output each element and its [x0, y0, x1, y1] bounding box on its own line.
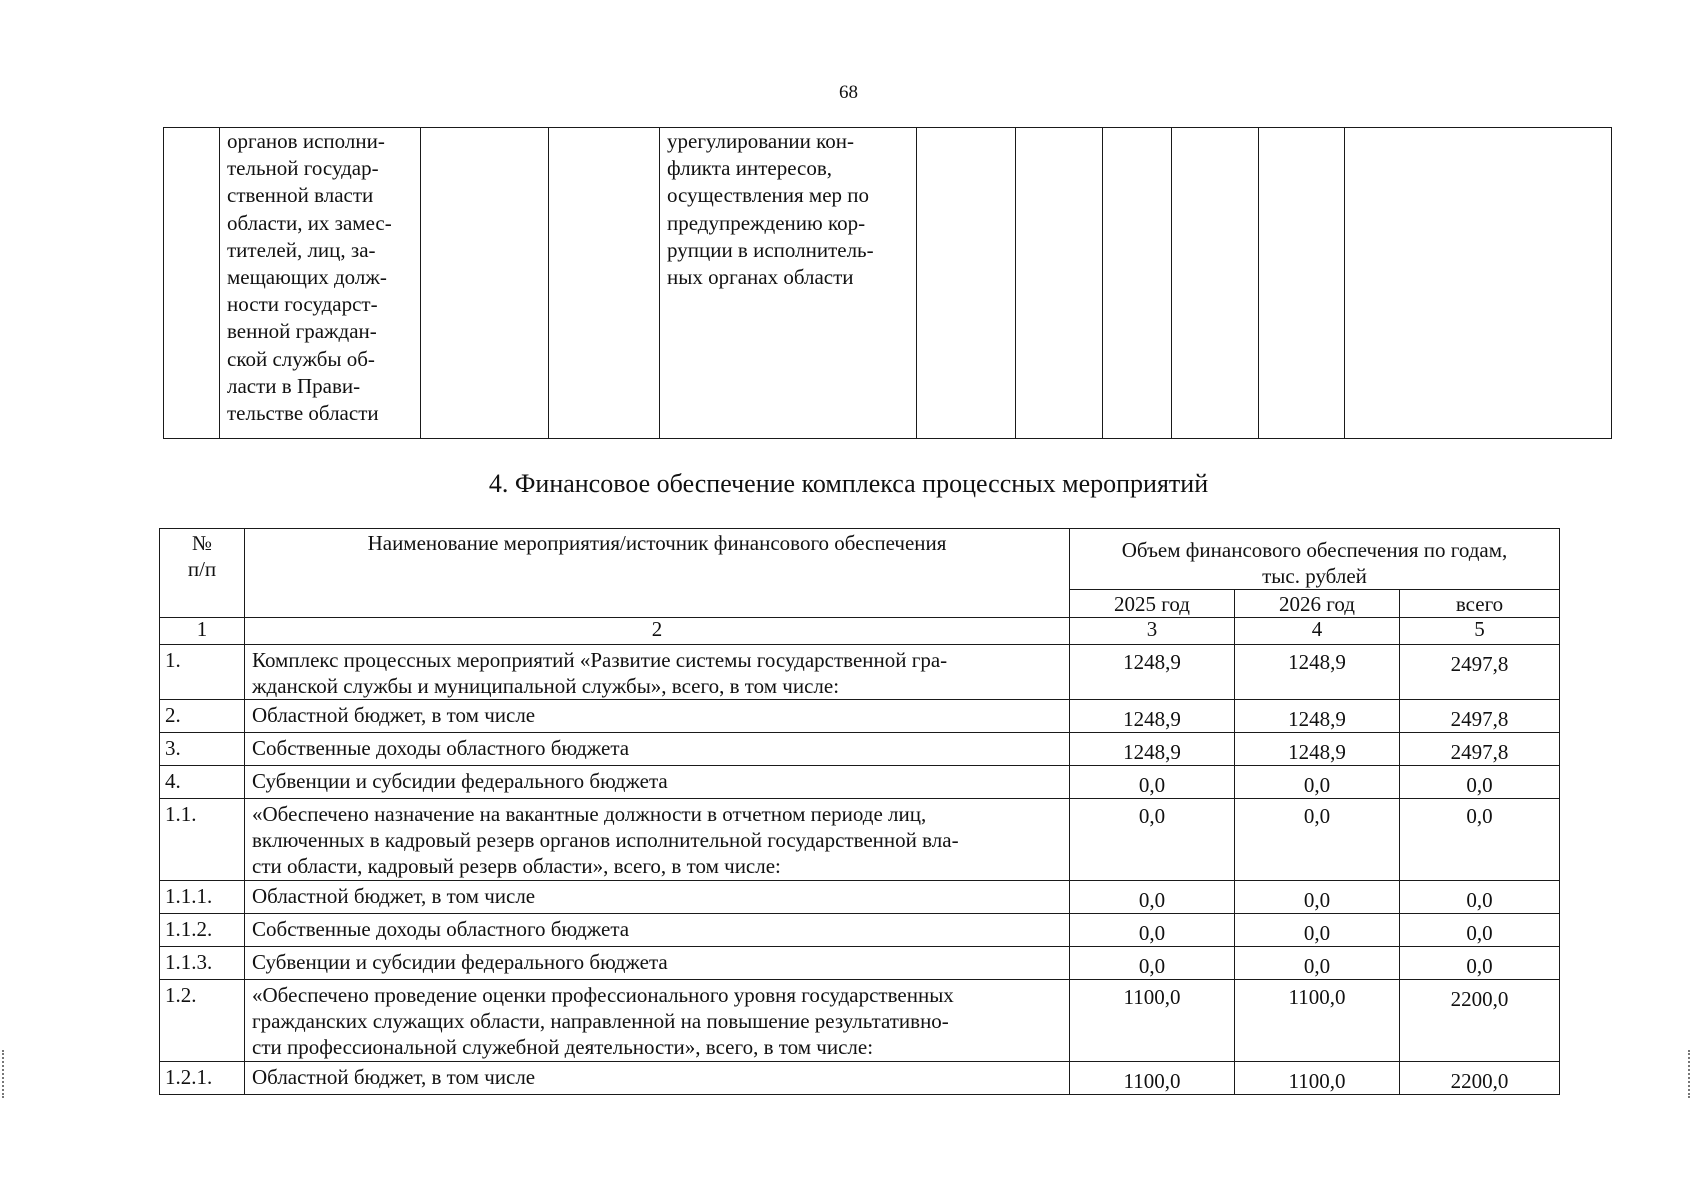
- row-value-2025: 0,0: [1070, 881, 1235, 914]
- continuation-cell: [917, 128, 1016, 439]
- row-value-2026: 1248,9: [1235, 733, 1400, 766]
- index-row: [160, 618, 1560, 645]
- row-number: 1.1.: [160, 799, 245, 881]
- index-cell: 5: [1400, 618, 1560, 645]
- row-value-2025: 0,0: [1070, 914, 1235, 947]
- header-year-2026: 2026 год: [1235, 590, 1400, 618]
- header-year-2025: 2025 год: [1070, 590, 1235, 618]
- row-value-2026: 0,0: [1235, 947, 1400, 980]
- row-name: Субвенции и субсидии федерального бюджета: [245, 947, 1070, 980]
- header-row: [160, 529, 1560, 590]
- header-volume: Объем финансового обеспечения по годам, тыс. рублей: [1070, 529, 1560, 590]
- row-value-total: 2497,8: [1400, 733, 1560, 766]
- row-value-2025: 1248,9: [1070, 645, 1235, 700]
- row-value-total: 0,0: [1400, 799, 1560, 881]
- row-number: 3.: [160, 733, 245, 766]
- table-row: [160, 914, 1560, 947]
- table-row: [160, 733, 1560, 766]
- header-number: № п/п: [160, 529, 245, 618]
- continuation-cell: урегулировании кон- фликта интересов, осуществления мер по предупреждению кор- рупции в исполнитель- ных органах области: [660, 128, 917, 439]
- section-title: 4. Финансовое обеспечение комплекса процессных мероприятий: [488, 469, 1209, 498]
- scan-edge-mark: [1688, 1050, 1693, 1098]
- row-name: Собственные доходы областного бюджета: [245, 914, 1070, 947]
- row-name: Областной бюджет, в том числе: [245, 1062, 1070, 1095]
- row-value-2025: 1248,9: [1070, 700, 1235, 733]
- table-row: [160, 980, 1560, 1062]
- row-number: 1.2.1.: [160, 1062, 245, 1095]
- row-value-total: 2200,0: [1400, 1062, 1560, 1095]
- index-cell: 2: [245, 618, 1070, 645]
- row-name: Комплекс процессных мероприятий «Развитие системы государственной гра- жданской службы и муниципальной службы», всего, в том числе:: [245, 645, 1070, 700]
- financial-table: [159, 528, 1560, 1095]
- row-number: 1.1.3.: [160, 947, 245, 980]
- row-number: 4.: [160, 766, 245, 799]
- row-value-2026: 1100,0: [1235, 1062, 1400, 1095]
- scan-edge-mark: [2, 1050, 7, 1098]
- continuation-table: [163, 127, 1612, 439]
- row-name: Областной бюджет, в том числе: [245, 700, 1070, 733]
- row-name: Субвенции и субсидии федерального бюджета: [245, 766, 1070, 799]
- row-value-total: 0,0: [1400, 914, 1560, 947]
- row-value-2025: 1248,9: [1070, 733, 1235, 766]
- row-name: «Обеспечено проведение оценки профессионального уровня государственных гражданских служащих области, направленной на повышение результативно- сти профессиональной служебной деятельности», всего, в том числе:: [245, 980, 1070, 1062]
- continuation-row: [164, 128, 1612, 439]
- row-value-2025: 1100,0: [1070, 980, 1235, 1062]
- row-value-total: 2497,8: [1400, 645, 1560, 700]
- row-value-total: 2200,0: [1400, 980, 1560, 1062]
- row-number: 1.1.1.: [160, 881, 245, 914]
- index-cell: 1: [160, 618, 245, 645]
- row-value-2026: 1248,9: [1235, 700, 1400, 733]
- table-row: [160, 799, 1560, 881]
- continuation-cell: [1345, 128, 1612, 439]
- page-number: 68: [839, 82, 858, 103]
- row-value-2026: 0,0: [1235, 799, 1400, 881]
- continuation-cell: органов исполни- тельной государ- ственной власти области, их замес- тителей, лиц, за- мещающих долж- ности государст- венной граждан- ской службы об- ласти в Прави- тельстве области: [220, 128, 421, 439]
- row-value-2025: 0,0: [1070, 799, 1235, 881]
- row-value-2025: 1100,0: [1070, 1062, 1235, 1095]
- row-number: 2.: [160, 700, 245, 733]
- continuation-cell: [1172, 128, 1259, 439]
- header-total: всего: [1400, 590, 1560, 618]
- row-value-total: 0,0: [1400, 881, 1560, 914]
- continuation-cell: [421, 128, 549, 439]
- row-name: Областной бюджет, в том числе: [245, 881, 1070, 914]
- row-value-total: 0,0: [1400, 947, 1560, 980]
- row-value-2026: 0,0: [1235, 914, 1400, 947]
- row-value-2026: 1100,0: [1235, 980, 1400, 1062]
- row-value-2026: 1248,9: [1235, 645, 1400, 700]
- header-name: Наименование мероприятия/источник финансового обеспечения: [245, 529, 1070, 618]
- row-value-2026: 0,0: [1235, 766, 1400, 799]
- table-row: [160, 1062, 1560, 1095]
- index-cell: 4: [1235, 618, 1400, 645]
- row-value-2025: 0,0: [1070, 766, 1235, 799]
- row-value-2025: 0,0: [1070, 947, 1235, 980]
- table-row: [160, 881, 1560, 914]
- row-number: 1.1.2.: [160, 914, 245, 947]
- index-cell: 3: [1070, 618, 1235, 645]
- row-value-total: 2497,8: [1400, 700, 1560, 733]
- table-row: [160, 947, 1560, 980]
- row-name: «Обеспечено назначение на вакантные должности в отчетном периоде лиц, включенных в кадровый резерв органов исполнительной государственной вла- сти области, кадровый резерв области», всего, в том числе:: [245, 799, 1070, 881]
- row-number: 1.: [160, 645, 245, 700]
- continuation-cell: [549, 128, 660, 439]
- continuation-cell: [164, 128, 220, 439]
- row-number: 1.2.: [160, 980, 245, 1062]
- continuation-cell: [1259, 128, 1345, 439]
- row-value-2026: 0,0: [1235, 881, 1400, 914]
- row-name: Собственные доходы областного бюджета: [245, 733, 1070, 766]
- table-row: [160, 645, 1560, 700]
- table-row: [160, 766, 1560, 799]
- row-value-total: 0,0: [1400, 766, 1560, 799]
- continuation-cell: [1016, 128, 1103, 439]
- table-row: [160, 700, 1560, 733]
- continuation-cell: [1103, 128, 1172, 439]
